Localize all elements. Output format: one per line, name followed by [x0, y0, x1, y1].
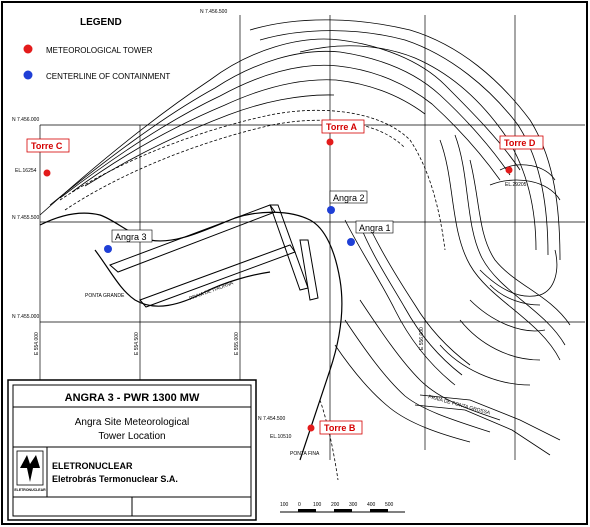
grid-label-e2: E 554.500 — [134, 332, 140, 355]
title-description-line1: Angra Site Meteorological — [74, 417, 190, 428]
scale-tick-5: 400 — [367, 502, 376, 508]
unit-angra-3-label: Angra 3 — [115, 232, 147, 242]
grid-label-n5: N 7.454.500 — [258, 416, 286, 422]
grid-label-e3: E 555.000 — [234, 332, 240, 355]
grid-label-n2: N 7.456.000 — [12, 117, 40, 123]
unit-angra-1-marker[interactable] — [347, 238, 355, 246]
tower-d-marker[interactable] — [506, 167, 513, 174]
elevation-d: EL.29205 — [505, 182, 527, 188]
grid-label-n4: N 7.455.000 — [12, 314, 40, 320]
scale-tick-6: 500 — [385, 502, 394, 508]
place-praia-itaorna: PRAIA DE ITAORNA — [188, 280, 235, 302]
grid-label-n1: N 7.456.500 — [200, 9, 228, 15]
red-dot-icon — [24, 45, 33, 54]
elevation-c: EL.16254 — [15, 168, 37, 174]
legend-item-centerline: CENTERLINE OF CONTAINMENT — [46, 72, 171, 81]
logo-caption: ELETRONUCLEAR — [14, 488, 46, 492]
grid-label-e4: E 556.000 — [419, 327, 425, 350]
unit-angra-2-marker[interactable] — [327, 206, 335, 214]
tower-a-label: Torre A — [326, 122, 358, 132]
title-block — [8, 380, 256, 520]
grid-label-e1: E 554.000 — [34, 332, 40, 355]
scale-tick-3: 200 — [331, 502, 340, 508]
legend-title: LEGEND — [80, 17, 122, 28]
tower-b-label: Torre B — [324, 423, 356, 433]
tower-a-marker[interactable] — [327, 139, 334, 146]
tower-c-label: Torre C — [31, 141, 63, 151]
unit-angra-2-label: Angra 2 — [333, 193, 365, 203]
title-description-line2: Tower Location — [98, 431, 166, 442]
tower-b-marker[interactable] — [308, 425, 315, 432]
title-project: ANGRA 3 - PWR 1300 MW — [64, 392, 200, 404]
scale-tick-1: 0 — [298, 502, 301, 508]
elevation-b: EL.10510 — [270, 434, 292, 440]
tower-d-label: Torre D — [504, 138, 536, 148]
place-ponta-grande: PONTA GRANDE — [85, 293, 125, 299]
scale-tick-0: 100 — [280, 502, 289, 508]
grid-label-n3: N 7.455.500 — [12, 215, 40, 221]
company-name: ELETRONUCLEAR — [52, 461, 133, 471]
scale-tick-4: 300 — [349, 502, 358, 508]
place-ponta-fina: PONTA FINA — [290, 451, 320, 457]
place-praia-grossa: PRAIA DE PONTA GROSSA — [427, 394, 491, 417]
scale-tick-2: 100 — [313, 502, 322, 508]
unit-angra-1-label: Angra 1 — [359, 223, 391, 233]
tower-c-marker[interactable] — [44, 170, 51, 177]
company-full-name: Eletrobrás Termonuclear S.A. — [52, 474, 178, 484]
legend-item-meteorological-tower: METEOROLOGICAL TOWER — [46, 46, 153, 55]
unit-angra-3-marker[interactable] — [104, 245, 112, 253]
blue-dot-icon — [24, 71, 33, 80]
